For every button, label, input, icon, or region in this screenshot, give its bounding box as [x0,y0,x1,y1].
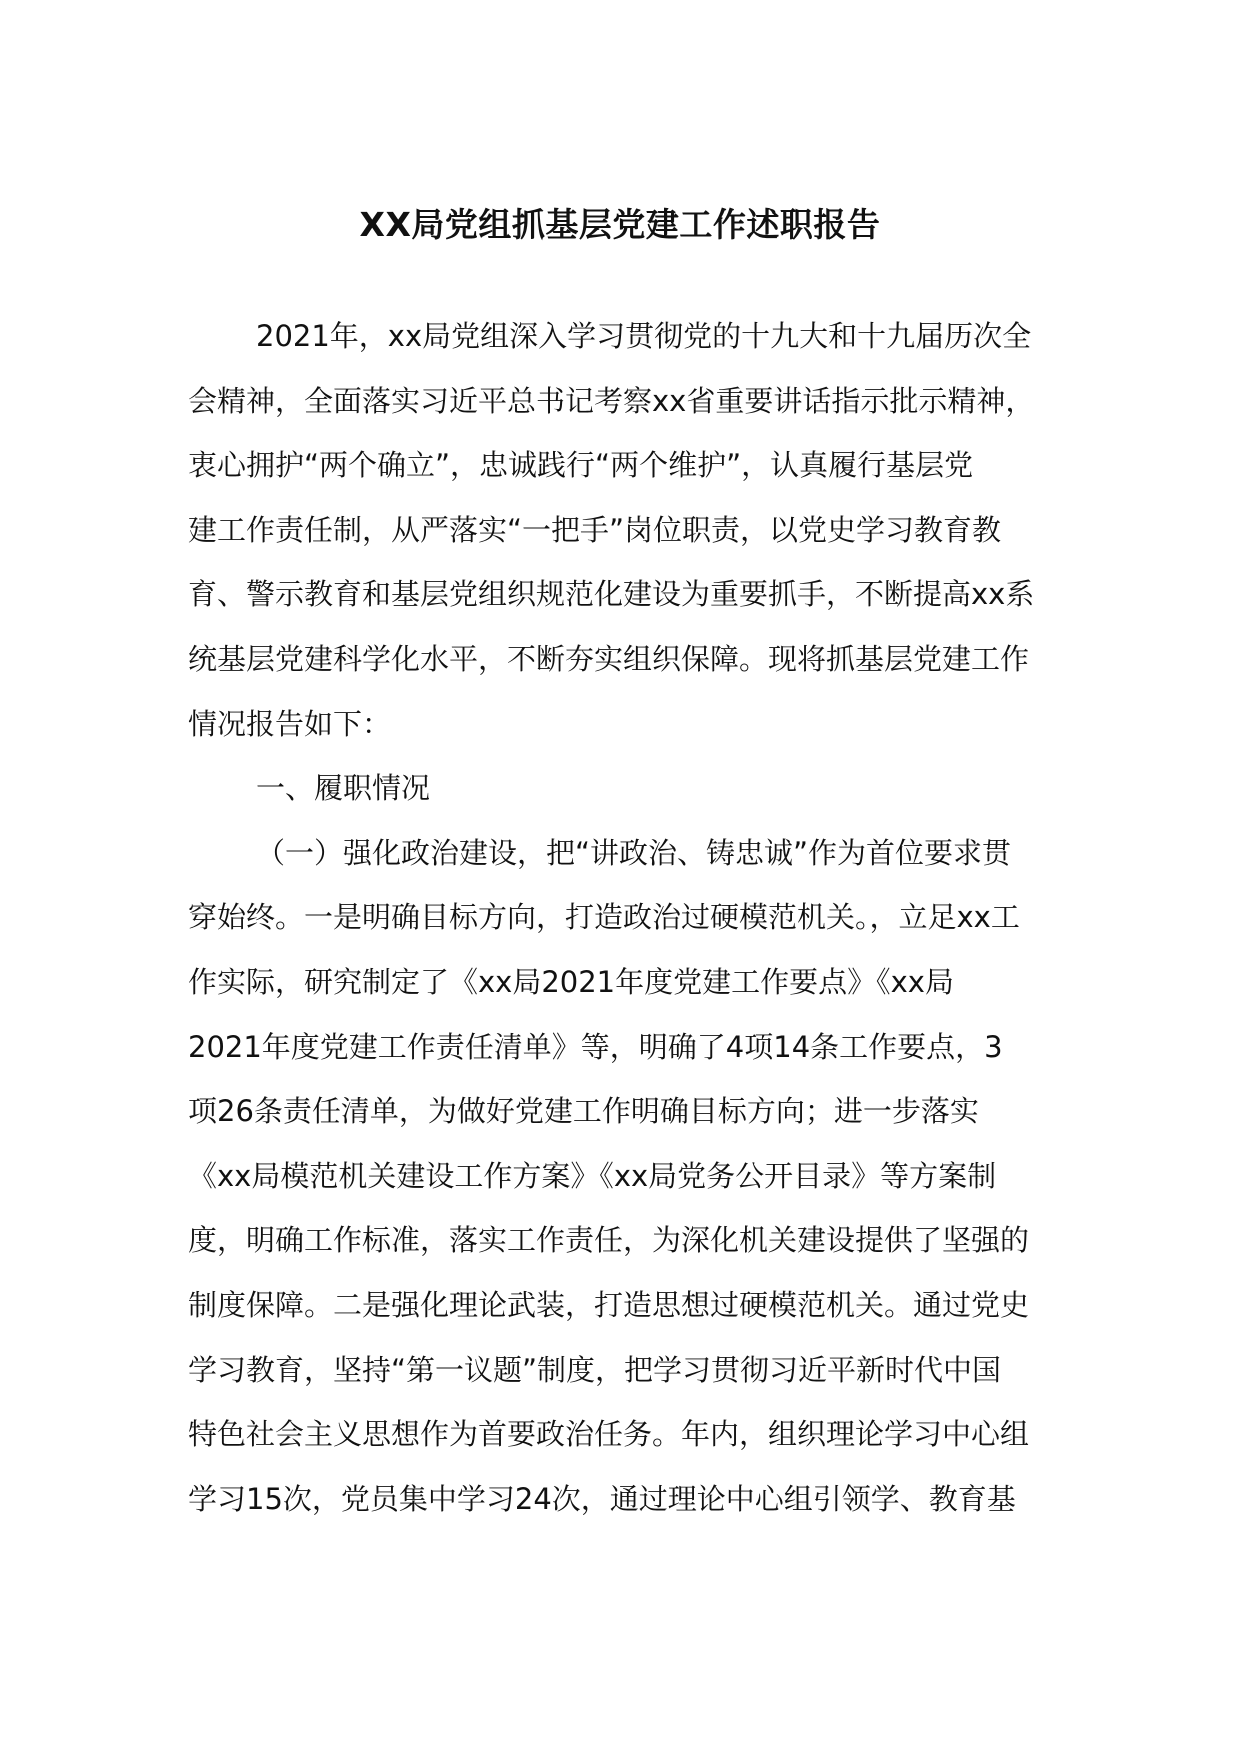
body-line-1: 2021年，xx局党组深入学习贯彻党的十九大和十九届历次全 [256,319,1032,353]
body-line-16: 制度保障。二是强化理论武装，打造思想过硬模范机关。通过党史 [188,1287,1030,1322]
body-line-15: 度，明确工作标准，落实工作责任，为深化机关建设提供了坚强的 [188,1223,1030,1258]
body-line-5: 育、警示教育和基层党组织规范化建设为重要抓手，不断提高xx系 [188,577,1035,612]
body-line-3: 衷心拥护“两个确立”，忠诚践行“两个维护”，认真履行基层党 [188,448,974,483]
body-line-9: （一）强化政治建设，把“讲政治、铸忠诚”作为首位要求贯 [256,835,1012,870]
body-line-17: 学习教育，坚持“第一议题”制度，把学习贯彻习近平新时代中国 [188,1352,1002,1387]
body-line-4: 建工作责任制，从严落实“一把手”岗位职责，以党史学习教育教 [188,512,1002,547]
body-line-11: 作实际，研究制定了《xx局2021年度党建工作要点》《xx局 [188,964,954,999]
body-line-7: 情况报告如下： [188,706,392,741]
section-heading: 一、履职情况 [256,771,431,806]
body-line-10: 穿始终。一是明确目标方向，打造政治过硬模范机关。，立足xx工 [188,900,1020,935]
body-line-19: 学习15次，党员集中学习24次，通过理论中心组引领学、教育基 [188,1481,1016,1516]
document-body [188,304,1068,1531]
body-line-14: 《xx局模范机关建设工作方案》《xx局党务公开目录》等方案制 [188,1158,997,1193]
body-line-12: 2021年度党建工作责任清单》等，明确了4项14条工作要点，3 [188,1029,1003,1064]
document-title: XX局党组抓基层党建工作述职报告 [359,205,881,244]
body-line-2: 会精神，全面落实习近平总书记考察xx省重要讲话指示批示精神， [188,383,1035,418]
body-line-18: 特色社会主义思想作为首要政治任务。年内，组织理论学习中心组 [188,1417,1030,1452]
body-line-13: 项26条责任清单，为做好党建工作明确目标方向；进一步落实 [188,1094,979,1129]
body-line-6: 统基层党建科学化水平，不断夯实组织保障。现将抓基层党建工作 [188,641,1030,676]
